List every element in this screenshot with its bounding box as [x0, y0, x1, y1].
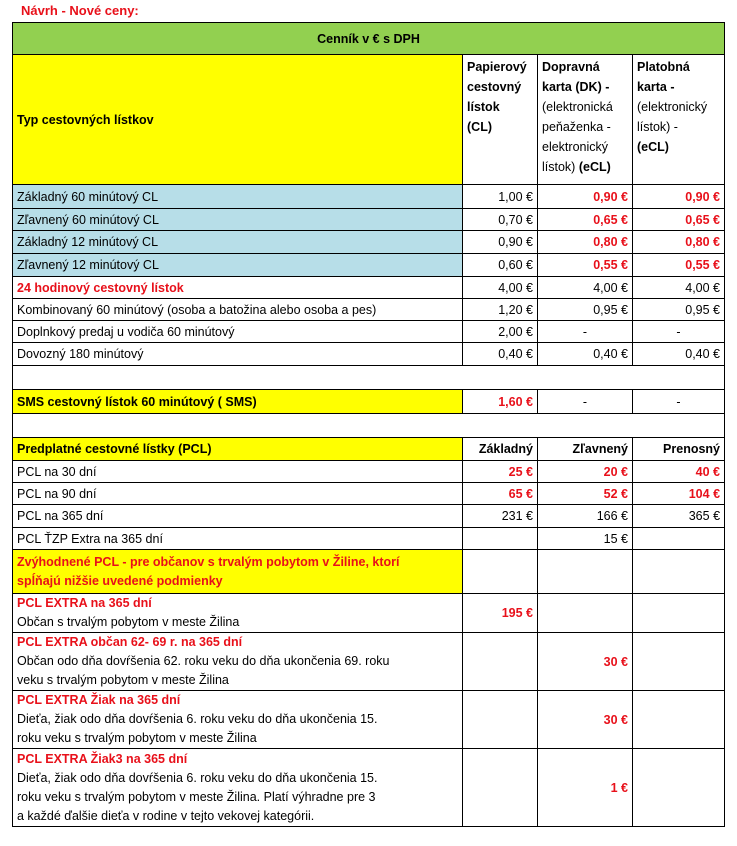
promo-row [13, 550, 725, 594]
spacer-cell [13, 366, 725, 390]
price-dk: - [538, 321, 633, 343]
ticket-label: Zľavnený 60 minútový CL [13, 209, 463, 231]
sms-label: SMS cestovný lístok 60 minútový ( SMS) [13, 390, 463, 414]
pcl-basic [463, 528, 538, 550]
price-pk: 0,40 € [633, 343, 725, 366]
pcl-basic: 65 € [463, 483, 538, 505]
pcl-col-transferable: Prenosný [633, 438, 725, 461]
col-header-payment-card: Platobná karta - (elektronický lístok) - (eCL) [633, 55, 725, 185]
table-title-row [13, 23, 725, 55]
price-cl: 0,90 € [463, 231, 538, 254]
empty-cell [463, 691, 538, 749]
pcl-discounted: 15 € [538, 528, 633, 550]
extra-price: 1 € [538, 749, 633, 827]
pcl-header-row [13, 438, 725, 461]
pcl-discounted: 20 € [538, 461, 633, 483]
extra-price: 30 € [538, 633, 633, 691]
table-row [13, 594, 725, 633]
extra-price: 30 € [538, 691, 633, 749]
price-dk: 4,00 € [538, 277, 633, 299]
price-table [12, 22, 725, 827]
table-row [13, 483, 725, 505]
promo-label: Zvýhodnené PCL - pre občanov s trvalým pobytom v Žiline, ktorí spĺňajú nižšie uvedené podmienky [13, 550, 463, 594]
pcl-label: PCL na 90 dní [13, 483, 463, 505]
price-cl: 0,40 € [463, 343, 538, 366]
sms-row [13, 390, 725, 414]
ticket-label: Základný 12 minútový CL [13, 231, 463, 254]
price-cl: 0,60 € [463, 254, 538, 277]
empty-cell [538, 594, 633, 633]
extra-label: PCL EXTRA občan 62- 69 r. na 365 dní Občan odo dňa dovŕšenia 62. roku veku do dňa ukončenia 69. roku veku s trvalým pobytom v meste Žilina [13, 633, 463, 691]
table-row [13, 185, 725, 209]
spacer-row [13, 366, 725, 390]
ticket-label: Doplnkový predaj u vodiča 60 minútový [13, 321, 463, 343]
ticket-label: Dovozný 180 minútový [13, 343, 463, 366]
header-row [13, 55, 725, 185]
extra-price: 195 € [463, 594, 538, 633]
table-row [13, 343, 725, 366]
ticket-label: 24 hodinový cestovný lístok [13, 277, 463, 299]
pcl-basic: 231 € [463, 505, 538, 528]
pcl-header-label: Predplatné cestovné lístky (PCL) [13, 438, 463, 461]
price-pk: 4,00 € [633, 277, 725, 299]
price-cl: 1,60 € [463, 390, 538, 414]
price-pk: 0,80 € [633, 231, 725, 254]
table-row [13, 691, 725, 749]
table-row [13, 505, 725, 528]
pcl-col-discounted: Zľavnený [538, 438, 633, 461]
price-cl: 1,20 € [463, 299, 538, 321]
ticket-label: Základný 60 minútový CL [13, 185, 463, 209]
empty-cell [633, 749, 725, 827]
extra-label: PCL EXTRA Žiak3 na 365 dní Dieťa, žiak odo dňa dovŕšenia 6. roku veku do dňa ukončenia 15. roku veku s trvalým pobytom v meste Žilina. Platí výhradne pre 3 a každé ďalšie dieťa v rodine v tejto vekovej kategórii. [13, 749, 463, 827]
price-dk: 0,40 € [538, 343, 633, 366]
table-row [13, 461, 725, 483]
empty-cell [633, 594, 725, 633]
table-row [13, 254, 725, 277]
price-dk: 0,55 € [538, 254, 633, 277]
price-pk: 0,90 € [633, 185, 725, 209]
price-dk: 0,90 € [538, 185, 633, 209]
col-header-paper: Papierový cestovný lístok (CL) [463, 55, 538, 185]
pcl-label: PCL ŤZP Extra na 365 dní [13, 528, 463, 550]
empty-cell [463, 633, 538, 691]
table-row [13, 299, 725, 321]
price-pk: 0,65 € [633, 209, 725, 231]
pcl-basic: 25 € [463, 461, 538, 483]
empty-cell [538, 550, 633, 594]
price-cl: 2,00 € [463, 321, 538, 343]
extra-label: PCL EXTRA na 365 dní Občan s trvalým pobytom v meste Žilina [13, 594, 463, 633]
extra-label: PCL EXTRA Žiak na 365 dní Dieťa, žiak odo dňa dovŕšenia 6. roku veku do dňa ukončenia 15. roku veku s trvalým pobytom v meste Žilina [13, 691, 463, 749]
price-pk: 0,95 € [633, 299, 725, 321]
table-row [13, 633, 725, 691]
spacer-cell [13, 414, 725, 438]
price-cl: 0,70 € [463, 209, 538, 231]
price-dk: 0,65 € [538, 209, 633, 231]
empty-cell [633, 550, 725, 594]
pcl-discounted: 52 € [538, 483, 633, 505]
price-pk: - [633, 321, 725, 343]
pcl-label: PCL na 30 dní [13, 461, 463, 483]
price-pk: - [633, 390, 725, 414]
table-row [13, 528, 725, 550]
pcl-col-basic: Základný [463, 438, 538, 461]
ticket-label: Zľavnený 12 minútový CL [13, 254, 463, 277]
table-row [13, 209, 725, 231]
table-row [13, 321, 725, 343]
price-dk: - [538, 390, 633, 414]
table-row [13, 277, 725, 299]
empty-cell [633, 633, 725, 691]
ticket-label: Kombinovaný 60 minútový (osoba a batožina alebo osoba a pes) [13, 299, 463, 321]
table-title: Cenník v € s DPH [13, 23, 725, 55]
pcl-label: PCL na 365 dní [13, 505, 463, 528]
price-cl: 4,00 € [463, 277, 538, 299]
empty-cell [463, 550, 538, 594]
col-header-transport-card: Dopravná karta (DK) - (elektronická peňaženka - elektronický lístok) (eCL) [538, 55, 633, 185]
price-dk: 0,95 € [538, 299, 633, 321]
pcl-discounted: 166 € [538, 505, 633, 528]
pcl-transferable: 365 € [633, 505, 725, 528]
price-cl: 1,00 € [463, 185, 538, 209]
pcl-transferable [633, 528, 725, 550]
pcl-transferable: 104 € [633, 483, 725, 505]
spacer-row [13, 414, 725, 438]
table-row [13, 231, 725, 254]
pcl-transferable: 40 € [633, 461, 725, 483]
empty-cell [463, 749, 538, 827]
price-dk: 0,80 € [538, 231, 633, 254]
page-title: Návrh - Nové ceny: [21, 3, 139, 18]
empty-cell [633, 691, 725, 749]
price-pk: 0,55 € [633, 254, 725, 277]
type-header: Typ cestovných lístkov [13, 55, 463, 185]
table-row [13, 749, 725, 827]
